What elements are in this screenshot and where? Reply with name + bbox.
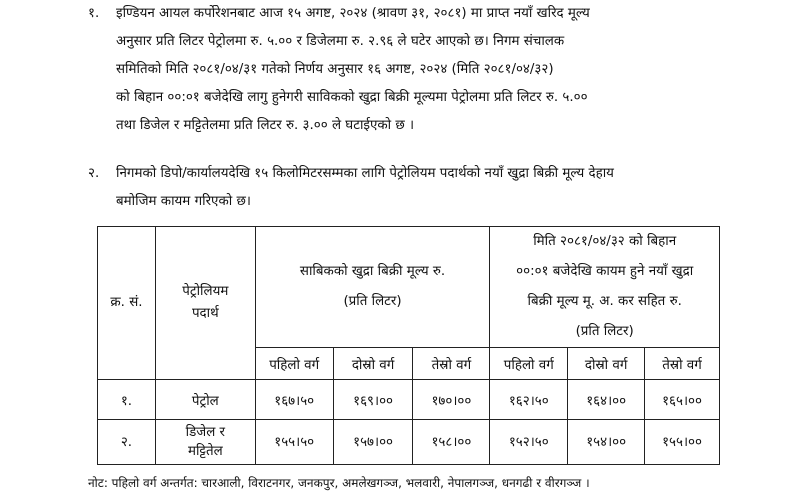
- footnote: नोट: पहिलो वर्ग अन्तर्गत: चारआली, विराटनगर, जनकपुर, अमलेखगञ्ज, भलवारी, नेपालगञ्ज, धनगढी र वीरगञ्ज ।: [88, 476, 590, 490]
- price-cell: १६९।००: [333, 380, 413, 420]
- paragraph-1: [88, 0, 728, 140]
- subheader-new-first-class: पहिलो वर्ग: [490, 348, 568, 380]
- price-cell: १६२।५०: [490, 380, 568, 420]
- row-product: पेट्रोल: [155, 380, 255, 420]
- row-serial: २.: [98, 420, 156, 465]
- subheader-new-third-class: तेस्रो वर्ग: [645, 348, 720, 380]
- paragraph-2: [88, 160, 728, 216]
- price-cell: १५७।००: [333, 420, 413, 465]
- subheader-new-second-class: दोस्रो वर्ग: [568, 348, 645, 380]
- price-cell: १५५।५०: [255, 420, 333, 465]
- header-new-price: मिति २०८१/०४/३२ को बिहान ००:०१ बजेदेखि कायम हुने नयाँ खुद्रा बिक्री मूल्य मू. अ. कर सहित रु. (प्रति लिटर): [490, 227, 720, 348]
- price-cell: १६५।००: [645, 380, 720, 420]
- header-serial-number: क्र. सं.: [98, 227, 156, 380]
- paragraph-2-number: २.: [88, 166, 100, 181]
- paragraph-2-text: निगमको डिपो/कार्यालयदेखि १५ किलोमिटरसम्मका लागि पेट्रोलियम पदार्थको नयाँ खुद्रा बिक्री मूल्य देहाय बमोजिम कायम गरिएको छ।: [116, 166, 614, 209]
- header-old-price: साबिकको खुद्रा बिक्री मूल्य रु. (प्रति लिटर): [255, 227, 490, 348]
- paragraph-1-number: १.: [88, 6, 100, 21]
- paragraph-1-text: इण्डियन आयल कर्पोरेशनबाट आज १५ अगष्ट, २०२४ (श्रावण ३१, २०८१) मा प्राप्त नयाँ खरिद मूल्य अनुसार प्रति लिटर पेट्रोलमा रु. ५.०० र डिजेलमा रु. २.९६ ले घटेर आएको छ। निगम संचालक समितिको मिति २०८१/०४/३१ गतेको निर्णय अनुसार १६ अगष्ट, २०२४ (मिति २०८१/०४/३२) को बिहान ००:०१ बजेदेखि लागु हुनेगरी साविकको खुद्रा बिक्री मूल्यमा पेट्रोलमा प्रति लिटर रु. ५.०० तथा डिजेल र मट्टितेलमा प्रति लिटर रु. ३.०० ले घटाईएको छ ।: [116, 6, 590, 133]
- row-serial: १.: [98, 380, 156, 420]
- subheader-old-first-class: पहिलो वर्ग: [255, 348, 333, 380]
- price-cell: १६४।००: [568, 380, 645, 420]
- price-cell: १५४।००: [568, 420, 645, 465]
- subheader-old-second-class: दोस्रो वर्ग: [333, 348, 413, 380]
- subheader-old-third-class: तेस्रो वर्ग: [413, 348, 490, 380]
- row-product: डिजेल र मट्टितेल: [155, 420, 255, 465]
- price-cell: १७०।००: [413, 380, 490, 420]
- header-product: पेट्रोलियम पदार्थ: [155, 227, 255, 380]
- price-cell: १५२।५०: [490, 420, 568, 465]
- price-cell: १५५।००: [645, 420, 720, 465]
- table-row-petrol: [98, 380, 720, 420]
- price-table: [97, 226, 720, 465]
- price-cell: १६७।५०: [255, 380, 333, 420]
- table-row-diesel-kerosene: [98, 420, 720, 465]
- price-cell: १५८।००: [413, 420, 490, 465]
